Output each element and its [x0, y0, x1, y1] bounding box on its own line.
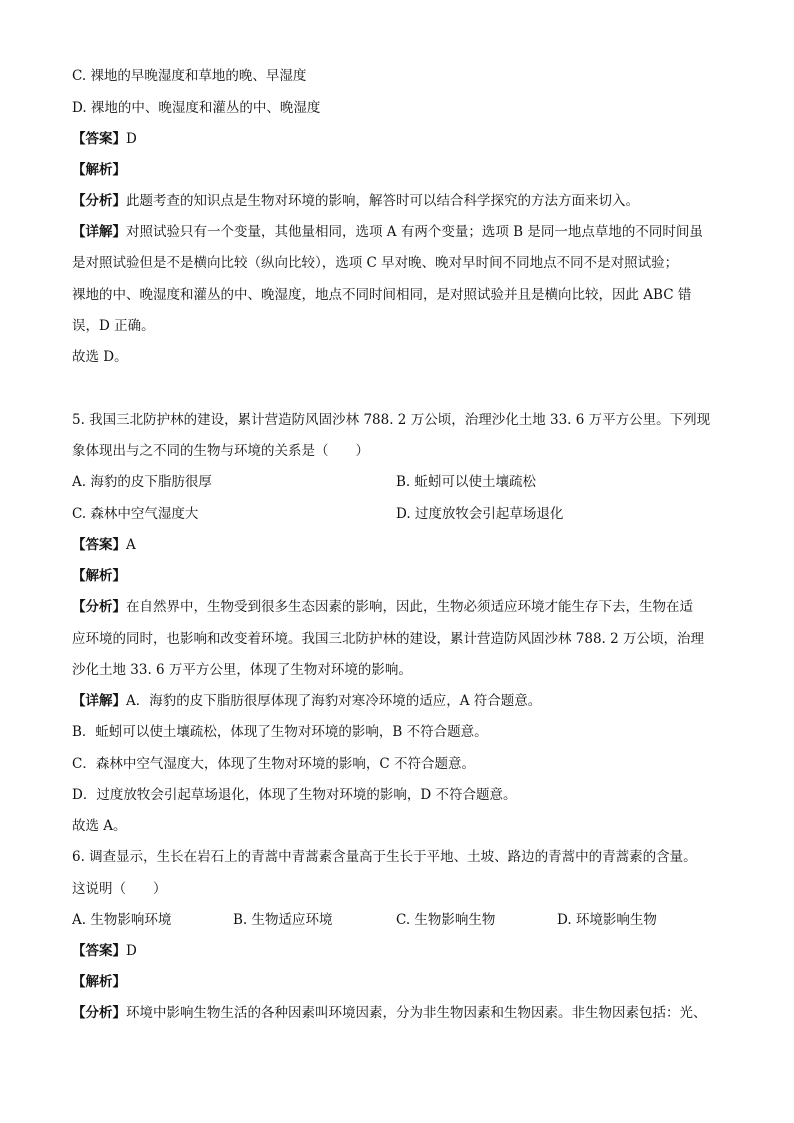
- analysis-text: 环境中影响生物生活的各种因素叫环境因素，分为非生物因素和生物因素。非生物因素包括：光、: [126, 1005, 707, 1021]
- q5-option-b: B. 蚯蚓可以使土壤疏松: [396, 474, 537, 490]
- q4-answer: [72, 129, 137, 149]
- analysis-tag: 【分析】: [72, 599, 126, 615]
- q6-answer: [72, 941, 137, 961]
- detail-text: A．海豹的皮下脂肪很厚体现了海豹对寒冷环境的适应，A 符合题意。: [126, 693, 542, 709]
- q4-option-c: C. 裸地的早晚湿度和草地的晚、早湿度: [72, 68, 307, 84]
- answer-value: D: [126, 131, 137, 147]
- q6-stem-line-1: 6. 调查显示，生长在岩石上的青蒿中青蒿素含量高于生长于平地、土坡、路边的青蒿中的青蒿素的含量。: [72, 849, 697, 865]
- analysis-text: 在自然界中，生物受到很多生态因素的影响，因此，生物必须适应环境才能生存下去，生物在适: [126, 599, 693, 615]
- q5-detail-c: C．森林中空气湿度大，体现了生物对环境的影响，C 不符合题意。: [72, 756, 475, 772]
- q5-answer: [72, 535, 136, 555]
- q6-option-c: C. 生物影响生物: [396, 912, 496, 928]
- q4-conclusion: 故选 D。: [72, 349, 128, 365]
- answer-tag: 【答案】: [72, 131, 126, 147]
- q4-detail-line-3: 裸地的中、晚湿度和灌丛的中、晚湿度，地点不同时间相同，是对照试验并且是横向比较，因此 ABC 错: [72, 287, 692, 303]
- answer-tag: 【答案】: [72, 943, 126, 959]
- q5-detail-d: D．过度放牧会引起草场退化，体现了生物对环境的影响，D 不符合题意。: [72, 787, 517, 803]
- analysis-tag: 【分析】: [72, 1005, 126, 1021]
- detail-text: 对照试验只有一个变量，其他量相同，选项 A 有两个变量；选项 B 是同一地点草地的不同时间虽: [126, 224, 703, 240]
- q5-analysis-line-3: 沙化土地 33. 6 万平方公里，体现了生物对环境的影响。: [72, 662, 412, 678]
- q5-jiexi-heading: 【解析】: [72, 568, 126, 584]
- answer-value: D: [126, 943, 137, 959]
- answer-value: A: [126, 537, 136, 553]
- q5-stem-line-2: 象体现出与之不同的生物与环境的关系是（ ）: [72, 443, 369, 459]
- q5-option-a: A. 海豹的皮下脂肪很厚: [72, 474, 212, 490]
- q6-option-d: D. 环境影响生物: [557, 912, 657, 928]
- q4-detail-line-1: [72, 222, 703, 242]
- q5-analysis-line-1: [72, 597, 693, 617]
- analysis-tag: 【分析】: [72, 193, 126, 209]
- q5-option-c: C. 森林中空气湿度大: [72, 506, 199, 522]
- q5-conclusion: 故选 A。: [72, 818, 127, 834]
- q6-stem-line-2: 这说明（ ）: [72, 881, 167, 897]
- q6-option-a: A. 生物影响环境: [72, 912, 172, 928]
- q4-jiexi-heading: 【解析】: [72, 162, 126, 178]
- analysis-text: 此题考查的知识点是生物对环境的影响，解答时可以结合科学探究的方法方面来切入。: [126, 193, 639, 209]
- q6-analysis-line-1: [72, 1003, 707, 1023]
- q4-detail-line-2: 是对照试验但是不是横向比较（纵向比较），选项 C 早对晚、晚对早时间不同地点不同不是对照试验；: [72, 255, 679, 271]
- q6-option-b: B. 生物适应环境: [233, 912, 333, 928]
- q5-stem-line-1: 5. 我国三北防护林的建设，累计营造防风固沙林 788. 2 万公顷，治理沙化土地 33. 6 万平方公里。下列现: [72, 412, 711, 428]
- detail-tag: 【详解】: [72, 224, 126, 240]
- q4-analysis: [72, 191, 639, 211]
- q5-option-d: D. 过度放牧会引起草场退化: [396, 506, 564, 522]
- q4-option-d: D. 裸地的中、晚湿度和灌丛的中、晚湿度: [72, 100, 321, 116]
- q6-jiexi-heading: 【解析】: [72, 974, 126, 990]
- detail-tag: 【详解】: [72, 693, 126, 709]
- answer-tag: 【答案】: [72, 537, 126, 553]
- q4-detail-line-4: 误，D 正确。: [72, 318, 155, 334]
- q5-detail-b: B．蚯蚓可以使土壤疏松，体现了生物对环境的影响，B 不符合题意。: [72, 724, 488, 740]
- q5-analysis-line-2: 应环境的同时，也影响和改变着环境。我国三北防护林的建设，累计营造防风固沙林 788. 2 万公顷，治理: [72, 631, 705, 647]
- q5-detail-a: [72, 691, 541, 711]
